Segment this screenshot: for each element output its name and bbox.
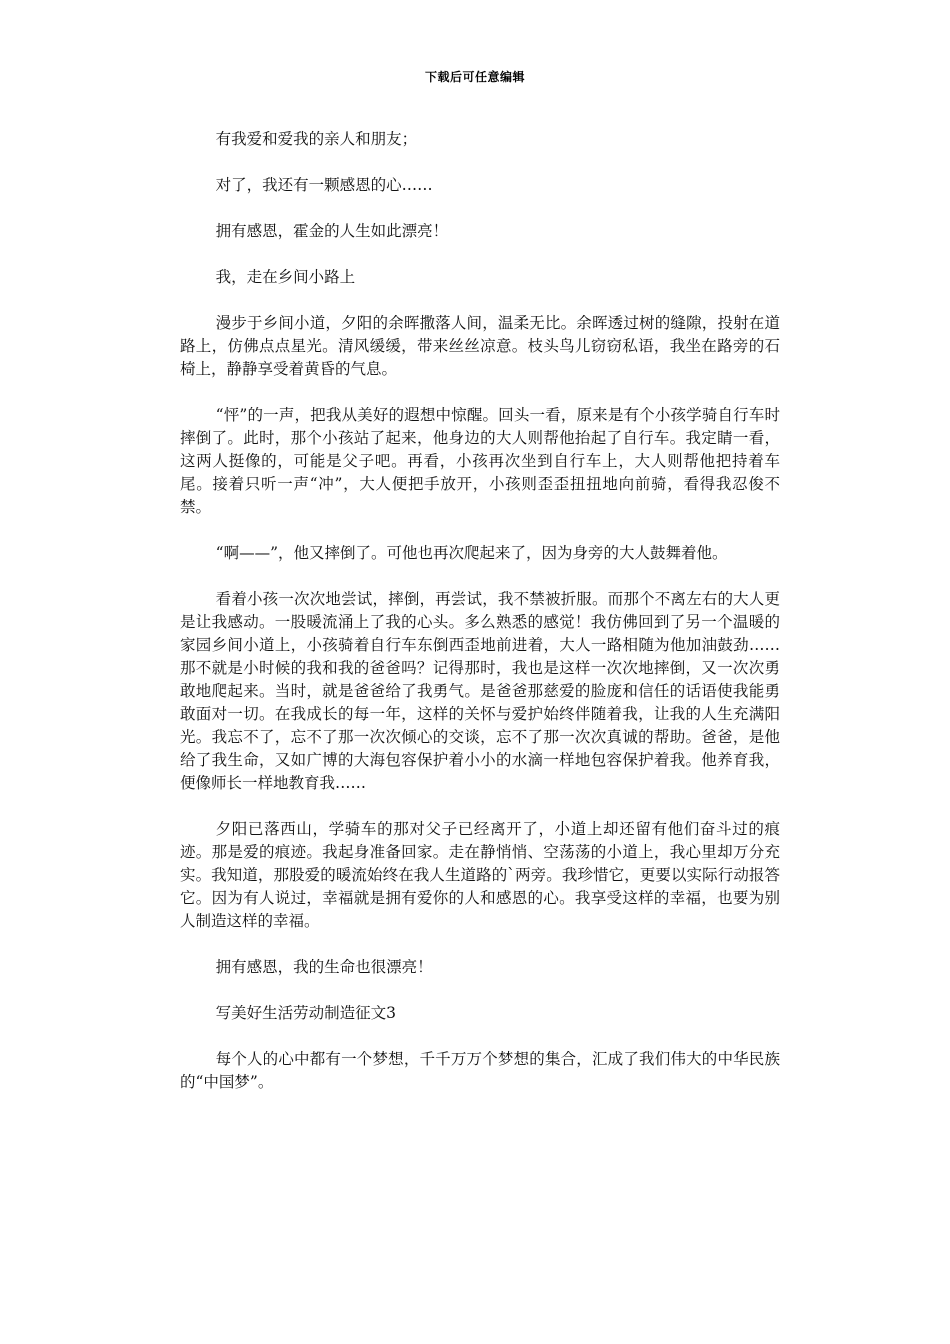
section-title: 我，走在乡间小路上 xyxy=(215,268,356,286)
document-body xyxy=(180,128,780,1117)
section-title: 写美好生活劳动制造征文3 xyxy=(215,1004,397,1022)
paragraph: 对了，我还有一颗感恩的心…… xyxy=(215,176,433,194)
page-header: 下载后可任意编辑 xyxy=(424,70,525,84)
paragraph: 有我爱和爱我的亲人和朋友； xyxy=(215,130,418,148)
paragraph: 每个人的心中都有一个梦想，千千万万个梦想的集合，汇成了我们伟大的中华民族的“中国梦”。 xyxy=(180,1050,780,1091)
paragraph: 拥有感恩，我的生命也很漂亮！ xyxy=(215,958,433,976)
paragraph: 看着小孩一次次地尝试，摔倒，再尝试，我不禁被折服。而那个不离左右的大人更是让我感动。一股暖流涌上了我的心头。多么熟悉的感觉！我仿佛回到了另一个温暖的家园乡间小道上，小孩骑着自行车东倒西歪地前进着，大人一路相随为他加油鼓劲……那不就是小时候的我和我的爸爸吗？记得那时，我也是这样一次次地摔倒，又一次次勇敢地爬起来。当时，就是爸爸给了我勇气。是爸爸那慈爱的脸庞和信任的话语使我能勇敢面对一切。在我成长的每一年，这样的关怀与爱护始终伴随着我，让我的人生充满阳光。我忘不了，忘不了那一次次倾心的交谈，忘不了那一次次真诚的帮助。爸爸，是他给了我生命，又如广博的大海包容保护着小小的水滴一样地包容保护着我。他养育我，便像师长一样地教育我…… xyxy=(180,590,780,792)
paragraph: 漫步于乡间小道，夕阳的余晖撒落人间，温柔无比。余晖透过树的缝隙，投射在道路上，仿佛点点星光。清风缓缓，带来丝丝凉意。枝头鸟儿窃窃私语，我坐在路旁的石椅上，静静享受着黄昏的气息。 xyxy=(180,314,780,378)
paragraph: 夕阳已落西山，学骑车的那对父子已经离开了，小道上却还留有他们奋斗过的痕迹。那是爱的痕迹。我起身准备回家。走在静悄悄、空荡荡的小道上，我心里却万分充实。我知道，那股爱的暖流始终在我人生道路的`两旁。我珍惜它，更要以实际行动报答它。因为有人说过，幸福就是拥有爱你的人和感恩的心。我享受这样的幸福，也要为别人制造这样的幸福。 xyxy=(180,820,780,930)
paragraph: “啊——”，他又摔倒了。可他也再次爬起来了，因为身旁的大人鼓舞着他。 xyxy=(215,544,728,562)
paragraph: 拥有感恩，霍金的人生如此漂亮！ xyxy=(215,222,449,240)
paragraph: “怦”的一声，把我从美好的遐想中惊醒。回头一看，原来是有个小孩学骑自行车时摔倒了。此时，那个小孩站了起来，他身边的大人则帮他抬起了自行车。我定睛一看，这两人挺像的，可能是父子吧。再看，小孩再次坐到自行车上，大人则帮他把持着车尾。接着只听一声“冲”，大人便把手放开，小孩则歪歪扭扭地向前骑，看得我忍俊不禁。 xyxy=(180,406,780,516)
